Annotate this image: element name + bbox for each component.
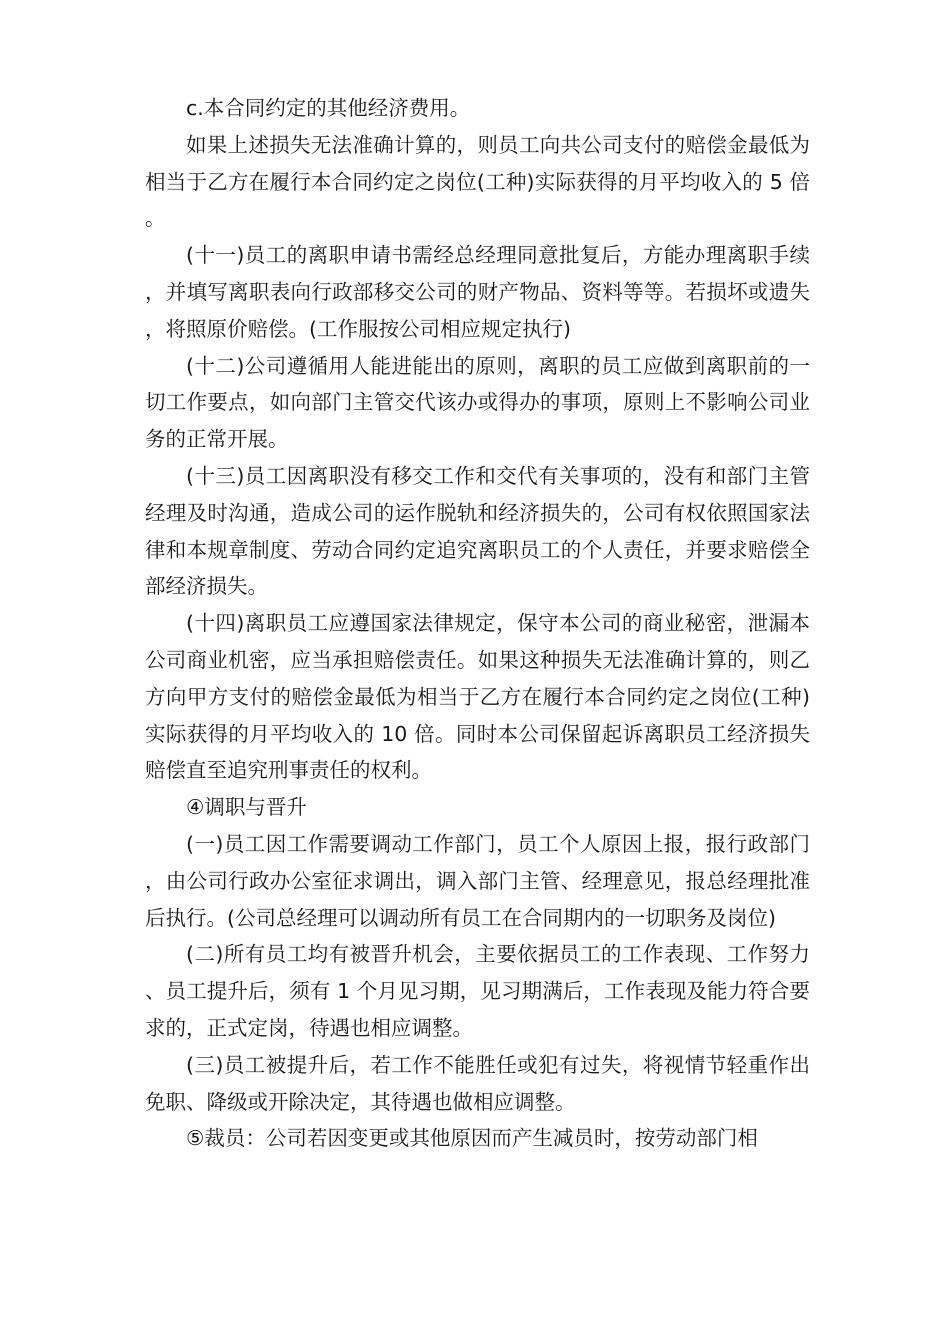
paragraph-clause-12: (十二)公司遵循用人能进能出的原则，离职的员工应做到离职前的一切工作要点，如向部门主管交代该办或得办的事项，原则上不影响公司业务的正常开展。 — [145, 353, 810, 452]
paragraph-transfer-3: (三)员工被提升后，若工作不能胜任或犯有过失，将视情节轻重作出免职、降级或开除决定，其待遇也做相应调整。 — [145, 1052, 810, 1114]
paragraph-layoff: ⑤裁员：公司若因变更或其他原因而产生减员时，按劳动部门相 — [186, 1126, 758, 1151]
paragraph-compensation-minimum: 如果上述损失无法准确计算的，则员工向共公司支付的赔偿金最低为相当于乙方在履行本合同约定之岗位(工种)实际获得的月平均收入的 5 倍。 — [145, 132, 810, 231]
document-body — [145, 90, 810, 1157]
paragraph-clause-14: (十四)离职员工应遵国家法律规定，保守本公司的商业秘密，泄漏本公司商业机密，应当承担赔偿责任。如果这种损失无法准确计算的，则乙方向甲方支付的赔偿金最低为相当于乙方在履行本合同约定之岗位(工种)实际获得的月平均收入的 10 倍。同时本公司保留起诉离职员工经济损失赔偿直至追究刑事责任的权利。 — [145, 611, 810, 783]
paragraph-clause-13: (十三)员工因离职没有移交工作和交代有关事项的，没有和部门主管经理及时沟通，造成公司的运作脱轨和经济损失的，公司有权依照国家法律和本规章制度、劳动合同约定追究离职员工的个人责任，并要求赔偿全部经济损失。 — [145, 463, 810, 599]
paragraph-clause-11: (十一)员工的离职申请书需经总经理同意批复后，方能办理离职手续，并填写离职表向行政部移交公司的财产物品、资料等等。若损坏或遗失，将照原价赔偿。(工作服按公司相应规定执行) — [145, 243, 810, 341]
paragraph-transfer-2: (二)所有员工均有被晋升机会，主要依据员工的工作表现、工作努力、员工提升后，须有 1 个月见习期，见习期满后，工作表现及能力符合要求的，正式定岗，待遇也相应调整。 — [145, 942, 810, 1040]
section-heading-transfer-promotion: ④调职与晋升 — [186, 795, 307, 820]
paragraph-transfer-1: (一)员工因工作需要调动工作部门，员工个人原因上报，报行政部门，由公司行政办公室征求调出，调入部门主管、经理意见，报总经理批准后执行。(公司总经理可以调动所有员工在合同期内的一切职务及岗位) — [145, 831, 810, 930]
paragraph-economic-costs: c.本合同约定的其他经济费用。 — [186, 96, 471, 120]
